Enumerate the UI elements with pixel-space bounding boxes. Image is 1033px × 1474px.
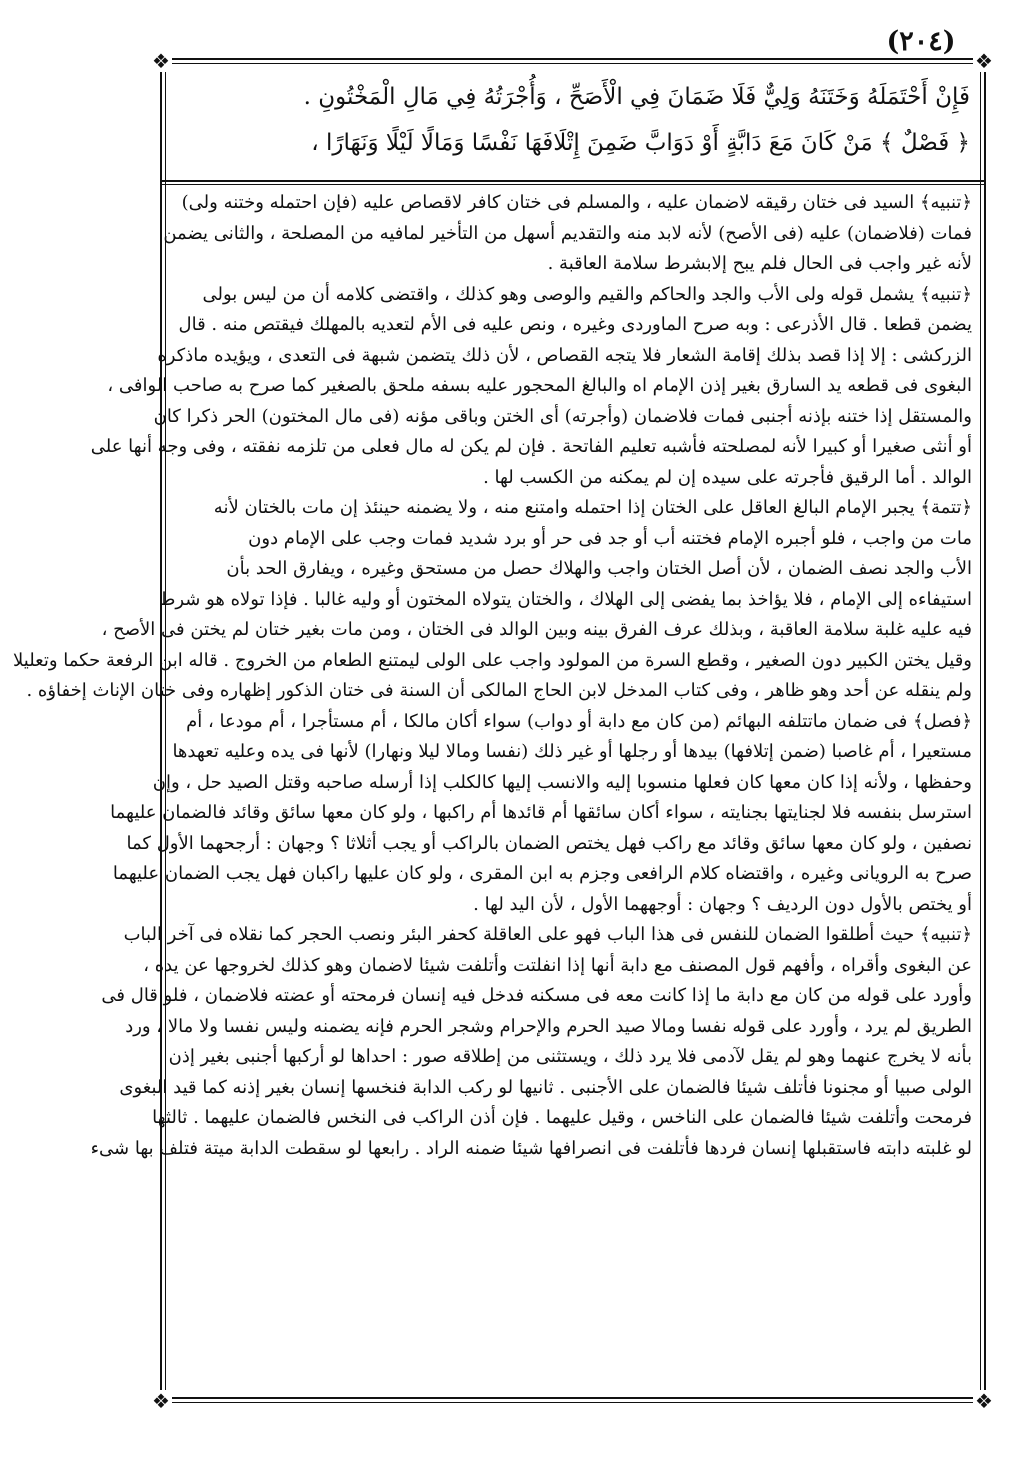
commentary-line: أو يختص بالأول دون الرديف ؟ وجهان : أوجههما الأول ، لأن اليد لها .: [473, 893, 972, 915]
commentary-line: الوالد . أما الرقيق فأجرته على سيده إن لم يمكنه من الكسب لها .: [483, 466, 972, 488]
commentary-line: [180, 1317, 972, 1348]
main-text-line: فَإِنْ أَحْتَمَلَهُ وَخَتَنَهُ وَلِيٌّ فَلَا ضَمَانَ فِي الْأَصَحِّ ، وَأُجْرَتُهُ فِي مَالِ الْمَخْتُونِ .: [303, 84, 970, 110]
commentary-line: ﴿تنبيه﴾ حيث أطلقوا الضمان للنفس فى هذا الباب فهو على العاقلة كحفر البئر ونصب الحجر كما نقلاه فى آخر الباب: [123, 924, 972, 945]
commentary-line: [180, 1286, 972, 1317]
commentary-line: وأورد على قوله من كان مع دابة ما إذا كانت معه فى مسكنه فدخل فيه إنسان فرمحته أو عضته فلاضمان ، فلو قال فى: [101, 985, 972, 1006]
commentary-line: نصفين ، ولو كان معها سائق وقائد مع راكب فهل يختص الضمان بالراكب أو يجب أثلاثا ؟ وجهان : أرجحهما الأول كما: [126, 832, 972, 854]
section-divider-inner-rule: [160, 184, 986, 185]
commentary-line: عن البغوى وأقراه ، وأفهم قول المصنف مع دابة أنها إذا انفلتت وأتلفت شيئا لاضمان وهو كذلك لخروجها عن يده ،: [143, 954, 972, 976]
commentary-line: بأنه لا يخرج عنهما وهو لم يقل لآدمى فلا يرد ذلك ، ويستثنى من إطلاقه صور : احداها لو أركبها أجنبى بغير إذن: [168, 1046, 972, 1067]
frame-left-inner-rule: [165, 63, 166, 1398]
main-text-block: [180, 74, 970, 166]
commentary-line: وحفظها ، ولأنه إذا كان معها كان فعلها منسوبا إليه والانسب إليها كالكلب إذا أرسله صاحبه وقتل الصيد حل ، وإن: [152, 771, 972, 793]
commentary-line: يضمن قطعا . قال الأذرعى : وبه صرح الماوردى وغيره ، ونص عليه فى الأم لتعديه بالمهلك فيقتص منه . قال: [178, 314, 972, 335]
commentary-line: استيفاءه إلى الإمام ، فلا يؤاخذ بما يفضى إلى الهلاك ، والختان يتولاه المختون أو وليه غالبا . فإذا تولاه هو شرط: [158, 588, 972, 610]
corner-ornament-icon: ❖: [150, 1390, 172, 1412]
corner-ornament-icon: ❖: [973, 50, 995, 72]
commentary-line: [180, 1164, 972, 1195]
commentary-line: البغوى فى قطعه يد السارق بغير إذن الإمام اه والبالغ المحجور عليه بسفه ملحق بالصغير كما صرح به صاحب الوافى ،: [107, 375, 972, 396]
commentary-line: [180, 1347, 972, 1378]
corner-ornament-icon: ❖: [150, 50, 172, 72]
commentary-line: وقيل يختن الكبير دون الصغير ، وقطع السرة من المولود واجب على الولى ليمتنع الطعام من الخروج . قاله ابن الرفعة حكما وتعليلا: [13, 649, 972, 671]
commentary-line: لأنه غير واجب فى الحال فلم يبح إلابشرط سلامة العاقبة .: [547, 253, 972, 274]
commentary-line: ﴿فصل﴾ فى ضمان ماتتلفه البهائم (من كان مع دابة أو دواب) سواء أكان مالكا ، أم مستأجرا ، أم مودعا ، أم: [186, 710, 972, 732]
frame-top-rule: [160, 58, 986, 60]
frame-bottom-inner-rule: [160, 1402, 986, 1403]
commentary-line: الأب والجد نصف الضمان ، لأن أصل الختان واجب والهلاك حصل من مستحق وغيره ، ويفارق الحد بأن: [226, 558, 972, 579]
frame-top-inner-rule: [160, 63, 986, 64]
commentary-line: فمات (فلاضمان) عليه (فى الأصح) لأنه لابد منه والتقديم أسهل من التأخير لمافيه من المصلحة ، والثانى يضمن: [163, 222, 972, 244]
commentary-line: ﴿تتمة﴾ يجبر الإمام البالغ العاقل على الختان إذا احتمله وامتنع منه ، ولا يضمنه حينئذ إن مات بالختان لأنه: [213, 497, 972, 518]
frame-right-inner-rule: [980, 63, 981, 1398]
commentary-line: الطريق لم يرد ، وأورد على قوله نفسا ومالا صيد الحرم والإحرام وشجر الحرم فإنه يضمنه وليس نفسا ولا مالا ، ورد: [125, 1015, 972, 1037]
frame-bottom-rule: [160, 1397, 986, 1399]
commentary-line: فرمحت وأتلفت شيئا فالضمان على الناخس ، وقيل عليهما . فإن أذن الراكب فى النخس فالضمان عليهما . ثالثها: [152, 1107, 972, 1128]
commentary-line: [180, 1256, 972, 1287]
commentary-line: ولم ينقله عن أحد وهو ظاهر ، وفى كتاب المدخل لابن الحاج المالكى أن السنة فى ختان الذكور إظهاره وفى ختان الإناث إخفاؤه .: [26, 680, 972, 701]
commentary-line: الولى صبيا أو مجنونا فأتلف شيئا فالضمان على الأجنبى . ثانيها لو ركب الدابة فنخسها إنسان بغير إذنه كما قيد البغوى: [119, 1076, 972, 1098]
commentary-line: فيه عليه غلبة سلامة العاقبة ، وبذلك عرف الفرق بينه وبين الوالد فى الختان ، ومن مات بغير ختان لم يختن فى الأصح ،: [101, 619, 972, 640]
corner-ornament-icon: ❖: [973, 1390, 995, 1412]
section-divider-rule: [160, 180, 986, 182]
commentary-line: لو غلبته دابته فاستقبلها إنسان فردها فأتلفت فى انصرافها شيئا ضمنه الراد . رابعها لو سقطت الدابة ميتة فتلف بها شىء: [90, 1137, 972, 1159]
commentary-line: الزركشى : إلا إذا قصد بذلك إقامة الشعار فلا يتجه القصاص ، لأن ذلك يتضمن شبهة فى التعدى ، ويؤيده ماذكره: [157, 344, 972, 366]
frame-left-rule: [160, 58, 162, 1403]
page-number: (٢٠٤): [886, 26, 956, 57]
commentary-block: [13, 188, 972, 1378]
main-text-line: ﴿ فَصْلٌ ﴾ مَنْ كَانَ مَعَ دَابَّةٍ أَوْ دَوَابَّ ضَمِنَ إِتْلَافَهَا نَفْسًا وَمَالًا لَيْلًا وَنَهَارًا ،: [311, 130, 970, 156]
commentary-line: والمستقل إذا ختنه بإذنه أجنبى فمات فلاضمان (وأجرته) أى الختن وباقى مؤنه (فى مال المختون) الحر ذكرا كان: [153, 405, 972, 427]
commentary-line: مستعيرا ، أم غاصبا (ضمن إتلافها) بيدها أو رجلها أو غير ذلك (نفسا ومالا ليلا ونهارا) لأنها فى يده وعليه تعهدها: [172, 741, 972, 762]
commentary-line: ﴿تنبيه﴾ السيد فى ختان رقيقه لاضمان عليه ، والمسلم فى ختان كافر لاقصاص عليه (فإن احتمله وختنه ولى): [181, 192, 972, 213]
frame-right-rule: [984, 58, 986, 1403]
commentary-line: أو أنثى صغيرا أو كبيرا لأنه لمصلحته فأشبه تعليم الفاتحة . فإن لم يكن له مال فعلى من تلزمه نفقته ، وفى وجه أنها على: [90, 436, 972, 457]
commentary-line: صرح به الرويانى وغيره ، واقتضاه كلام الرافعى وجزم به ابن المقرى ، ولو كان عليها راكبان فهل يجب الضمان عليهما: [112, 863, 972, 884]
commentary-line: مات من واجب ، فلو أجبره الإمام فختنه أب أو جد فى حر أو برد شديد فمات وجب على الإمام دون: [248, 527, 972, 549]
commentary-line: [180, 1225, 972, 1256]
commentary-line: [180, 1195, 972, 1226]
commentary-line: استرسل بنفسه فلا لجنايتها بجنايته ، سواء أكان سائقها أم قائدها أم راكبها ، ولو كان معها سائق وقائد فالضمان عليهما: [110, 802, 972, 823]
commentary-line: ﴿تنبيه﴾ يشمل قوله ولى الأب والجد والحاكم والقيم والوصى وهو كذلك ، واقتضى كلامه أن من ليس بولى: [202, 283, 972, 305]
